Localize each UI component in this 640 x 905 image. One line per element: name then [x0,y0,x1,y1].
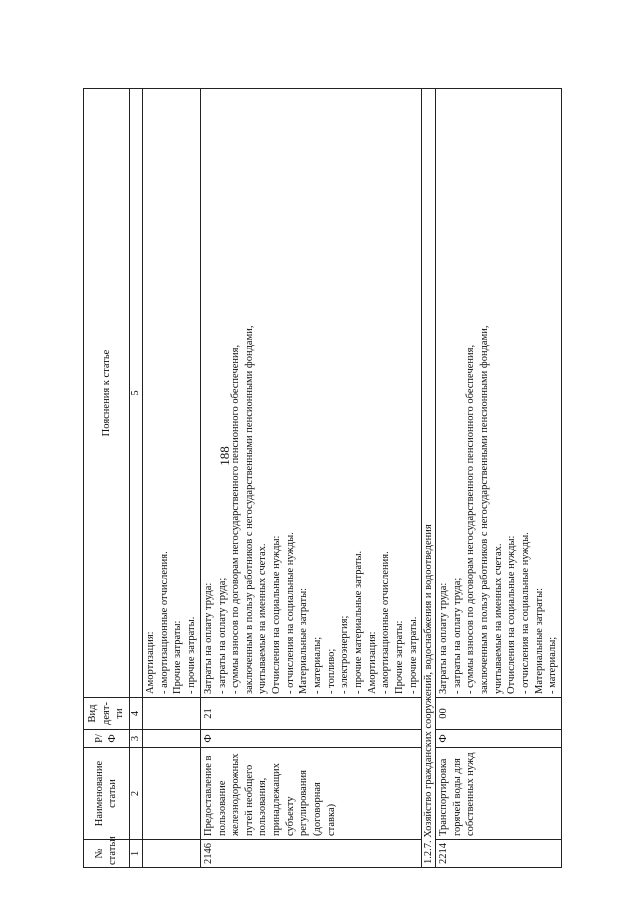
header-explanation: Пояснения к статье [84,89,130,698]
row-num: 2146 [200,840,421,868]
row-name: Предоставление в пользование железнодорожных путей необщего пользования, принадлежащих субъекту регулирования (договорная ставка) [200,748,421,840]
row-explanation: Затраты на оплату труда: - затраты на оплату труда; - суммы взносов по договорам негосударственного пенсионного обеспечения, заключенным в пользу работников с негосударственными пенсионными фондами, учитываемые на именных счетах. Отчисления на социальные нужды: - отчисления на социальные нужды. Материальные затраты: - материалы; - топливо; - электроэнергия; - прочие материальные затраты. Амортизация: - амортизационные отчисления. Прочие затраты: - прочие затраты. [200,89,421,698]
column-number: 3 [129,730,142,748]
row-num: 2214 [436,840,562,868]
row-explanation: Затраты на оплату труда: - затраты на оплату труда; - суммы взносов по договорам негосударственного пенсионного обеспечения, заключенным в пользу работников с негосударственными пенсионными фондами, учитываемые на именных счетах. Отчисления на социальные нужды: - отчисления на социальные нужды. Материальные затраты: - материалы; [436,89,562,698]
table-row-2146 [200,89,421,868]
header-rf: Р/Ф [84,730,130,748]
expense-table [83,88,562,868]
table-row-2214 [436,89,562,868]
section-row [422,89,436,868]
column-number-row [129,89,142,868]
continuation-row [142,89,200,868]
column-number: 4 [129,698,142,730]
header-activity: Вид деят-ти [84,698,130,730]
row-activity: 21 [200,698,421,730]
column-number: 2 [129,748,142,840]
row-name: Транспортировка горячей воды для собственных нужд [436,748,562,840]
row-rf: Ф [200,730,421,748]
header-num: № статьи [84,840,130,868]
page-number: 188 [217,446,232,466]
header-row [84,89,130,868]
header-name: Наименование статьи [84,748,130,840]
column-number: 5 [129,89,142,698]
column-number: 1 [129,840,142,868]
continuation-explanation: Амортизация: - амортизационные отчисления. Прочие затраты: - прочие затраты. [142,89,200,698]
row-rf: Ф [436,730,562,748]
row-activity: 00 [436,698,562,730]
section-title: 1.2.7. Хозяйство гражданских сооружений, водоснабжения и водоотведения [422,89,436,868]
rotated-table-container [83,88,559,868]
